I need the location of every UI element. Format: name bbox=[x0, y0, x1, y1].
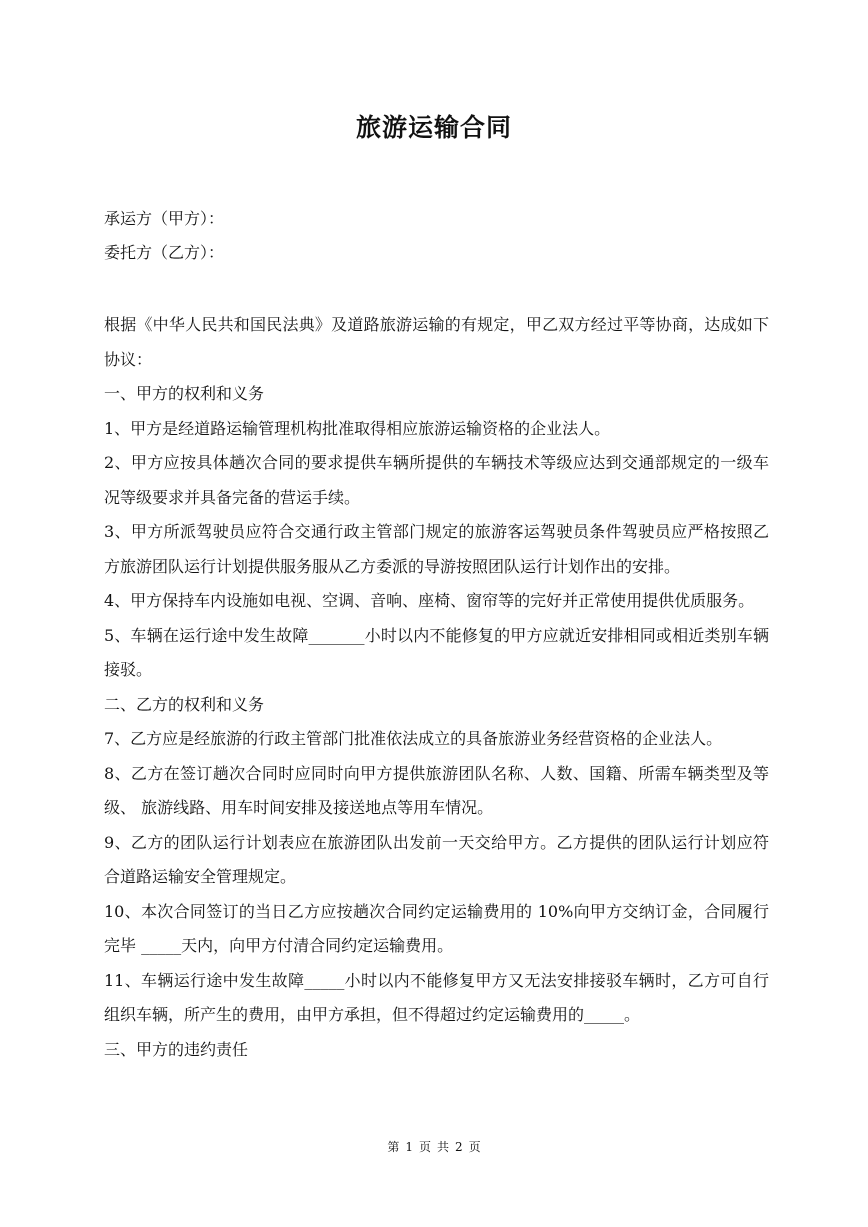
page-footer bbox=[0, 1138, 868, 1155]
clause-8: 8、乙方在签订趟次合同时应同时向甲方提供旅游团队名称、人数、国籍、所需车辆类型及等级、 旅游线路、用车时间安排及接送地点等用车情况。 bbox=[104, 763, 769, 817]
clause-11: 11、车辆运行途中发生故障_____小时以内不能修复甲方又无法安排接驳车辆时，乙方可自行组织车辆，所产生的费用，由甲方承担，但不得超过约定运输费用的_____。 bbox=[104, 970, 769, 1024]
footer-current-page: 1 bbox=[405, 1140, 413, 1154]
document-title: 旅游运输合同 bbox=[355, 113, 512, 142]
clause-7: 7、乙方应是经旅游的行政主管部门批准依法成立的具备旅游业务经营资格的企业法人。 bbox=[104, 729, 723, 748]
clause-9: 9、乙方的团队运行计划表应在旅游团队出发前一天交给甲方。乙方提供的团队运行计划应符合道路运输安全管理规定。 bbox=[104, 832, 769, 886]
section-heading-party-b: 二、乙方的权利和义务 bbox=[104, 694, 265, 714]
contract-body bbox=[104, 308, 769, 1067]
footer-prefix: 第 bbox=[387, 1140, 400, 1154]
clause-2: 2、甲方应按具体趟次合同的要求提供车辆所提供的车辆技术等级应达到交通部规定的一级车况等级要求并具备完备的营运手续。 bbox=[104, 453, 769, 507]
section-heading-liability-a: 三、甲方的违约责任 bbox=[104, 1039, 249, 1059]
footer-suffix: 页 bbox=[468, 1140, 481, 1154]
clause-4: 4、甲方保持车内设施如电视、空调、音响、座椅、窗帘等的完好并正常使用提供优质服务。 bbox=[104, 591, 755, 610]
intro-paragraph: 根据《中华人民共和国民法典》及道路旅游运输的有规定，甲乙双方经过平等协商，达成如下协议： bbox=[104, 315, 769, 369]
clause-5: 5、车辆在运行途中发生故障_______小时以内不能修复的甲方应就近安排相同或相近类别车辆接驳。 bbox=[104, 625, 769, 679]
footer-page-word: 页 bbox=[418, 1140, 431, 1154]
section-heading-party-a: 一、甲方的权利和义务 bbox=[104, 384, 265, 403]
clause-1: 1、甲方是经道路运输管理机构批准取得相应旅游运输资格的企业法人。 bbox=[104, 418, 611, 438]
footer-total-word: 共 bbox=[437, 1140, 450, 1154]
clause-3: 3、甲方所派驾驶员应符合交通行政主管部门规定的旅游客运驾驶员条件驾驶员应严格按照乙方旅游团队运行计划提供服务服从乙方委派的导游按照团队运行计划作出的安排。 bbox=[104, 522, 769, 576]
party-b-label: 委托方（乙方）： bbox=[104, 243, 225, 262]
party-a-label: 承运方（甲方）： bbox=[104, 209, 225, 228]
clause-10: 10、本次合同签订的当日乙方应按趟次合同约定运输费用的 10%向甲方交纳订金，合同履行完毕 _____天内，向甲方付清合同约定运输费用。 bbox=[104, 901, 769, 955]
footer-total-pages: 2 bbox=[455, 1140, 463, 1154]
